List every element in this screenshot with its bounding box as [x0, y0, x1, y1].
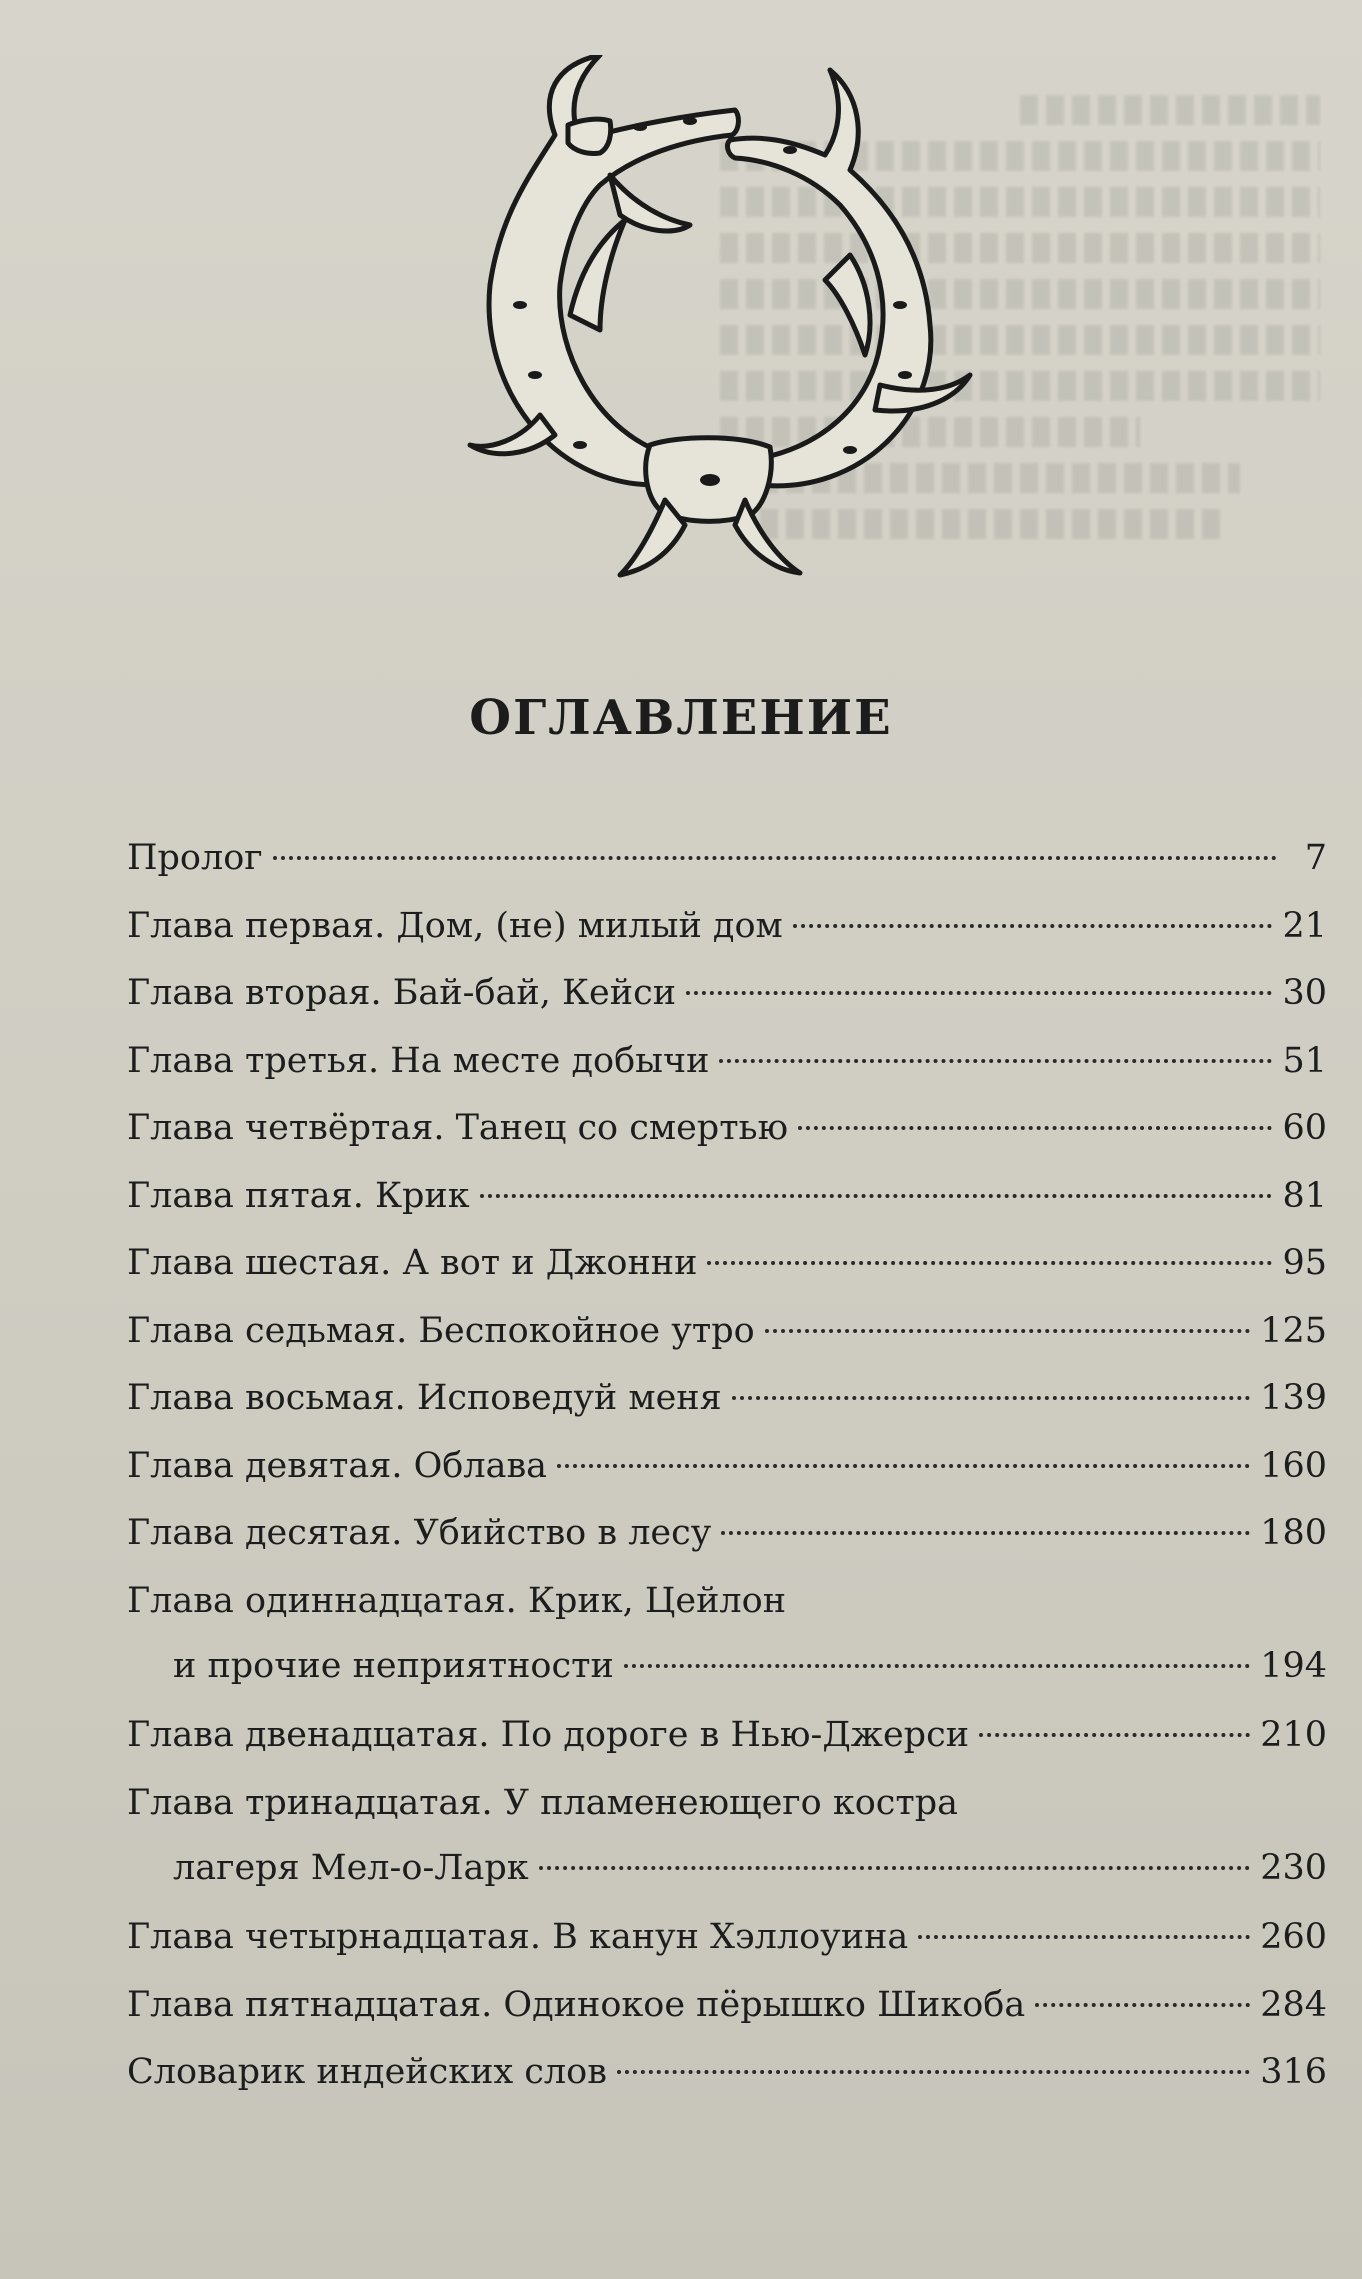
toc-entry[interactable] — [127, 1503, 1327, 1563]
entry-page-number: 60 — [1282, 1108, 1327, 1148]
antler-ornament-icon — [460, 55, 980, 595]
entry-title-line2: и прочие неприятности — [173, 1645, 614, 1686]
entry-title: Глава вторая. Бай-бай, Кейси — [127, 973, 677, 1013]
entry-page-number: 51 — [1282, 1040, 1327, 1081]
toc-entry[interactable] — [127, 1705, 1327, 1765]
entry-title: Глава десятая. Убийство в лесу — [127, 1513, 712, 1553]
entry-page-number: 21 — [1282, 905, 1327, 946]
dot-leader — [765, 1329, 1250, 1333]
entry-title: Пролог — [127, 838, 263, 878]
entry-page-number: 316 — [1260, 2052, 1327, 2092]
entry-page-number: 284 — [1260, 1984, 1327, 2025]
dot-leader — [979, 1733, 1250, 1737]
entry-title: Глава двенадцатая. По дороге в Нью-Джерси — [127, 1715, 970, 1755]
dot-leader — [721, 1531, 1250, 1535]
entry-title: Глава восьмая. Исповедуй меня — [127, 1378, 722, 1418]
entry-page-number: 95 — [1282, 1243, 1327, 1283]
toc-entry[interactable] — [127, 963, 1327, 1023]
toc-entry[interactable] — [127, 1907, 1327, 1967]
entry-title: Глава четвёртая. Танец со смертью — [127, 1108, 789, 1148]
dot-leader — [798, 1126, 1272, 1130]
entry-title: Словарик индейских слов — [127, 2052, 607, 2092]
entry-page-number: 230 — [1260, 1847, 1327, 1888]
entry-title: Глава седьмая. Беспокойное утро — [127, 1310, 755, 1351]
dot-leader — [624, 1664, 1250, 1668]
entry-page-number: 30 — [1282, 973, 1327, 1013]
toc-entry[interactable] — [127, 1436, 1327, 1496]
toc-entry[interactable] — [127, 1301, 1327, 1361]
dot-leader — [480, 1194, 1273, 1198]
toc-entry[interactable] — [127, 1166, 1327, 1226]
dot-leader — [918, 1935, 1250, 1939]
entry-page-number: 180 — [1260, 1513, 1327, 1553]
dot-leader — [686, 991, 1272, 995]
entry-title: Глава первая. Дом, (не) милый дом — [127, 905, 783, 946]
dot-leader — [273, 856, 1277, 860]
entry-page-number: 139 — [1260, 1378, 1327, 1418]
entry-page-number: 210 — [1260, 1715, 1327, 1755]
dot-leader — [539, 1866, 1251, 1870]
toc-heading: ОГЛАВЛЕНИЕ — [469, 690, 893, 746]
entry-page-number: 125 — [1260, 1310, 1327, 1351]
dot-leader — [793, 924, 1273, 928]
toc-entry[interactable] — [127, 1031, 1327, 1091]
entry-page-number: 194 — [1260, 1645, 1327, 1686]
entry-page-number: 7 — [1304, 838, 1327, 878]
entry-page-number: 260 — [1260, 1917, 1327, 1957]
table-of-contents — [127, 828, 1327, 2110]
toc-entry[interactable] — [127, 1773, 1327, 1900]
dot-leader — [707, 1261, 1272, 1265]
entry-title-line1: Глава одиннадцатая. Крик, Цейлон — [127, 1580, 787, 1621]
toc-entry[interactable] — [127, 1975, 1327, 2035]
toc-entry[interactable] — [127, 2042, 1327, 2102]
toc-entry[interactable] — [127, 1368, 1327, 1428]
toc-entry[interactable] — [127, 1571, 1327, 1698]
entry-page-number: 81 — [1282, 1175, 1327, 1216]
entry-title: Глава пятая. Крик — [127, 1175, 470, 1216]
entry-title-line1: Глава тринадцатая. У пламенеющего костра — [127, 1782, 959, 1823]
dot-leader — [617, 2070, 1250, 2074]
entry-title: Глава третья. На месте добычи — [127, 1040, 710, 1081]
entry-title: Глава девятая. Облава — [127, 1445, 548, 1486]
toc-entry[interactable] — [127, 1098, 1327, 1158]
dot-leader — [1035, 2003, 1250, 2007]
entry-title-line2: лагеря Мел-о-Ларк — [173, 1847, 529, 1888]
toc-entry[interactable] — [127, 1233, 1327, 1293]
dot-leader — [719, 1059, 1272, 1063]
dot-leader — [732, 1396, 1250, 1400]
entry-page-number: 160 — [1260, 1445, 1327, 1486]
toc-entry[interactable] — [127, 896, 1327, 956]
entry-title: Глава четырнадцатая. В канун Хэллоуина — [127, 1917, 909, 1957]
entry-title: Глава шестая. А вот и Джонни — [127, 1243, 698, 1283]
entry-title: Глава пятнадцатая. Одинокое пёрышко Шикоба — [127, 1984, 1026, 2025]
toc-entry[interactable] — [127, 828, 1327, 888]
dot-leader — [557, 1464, 1250, 1468]
